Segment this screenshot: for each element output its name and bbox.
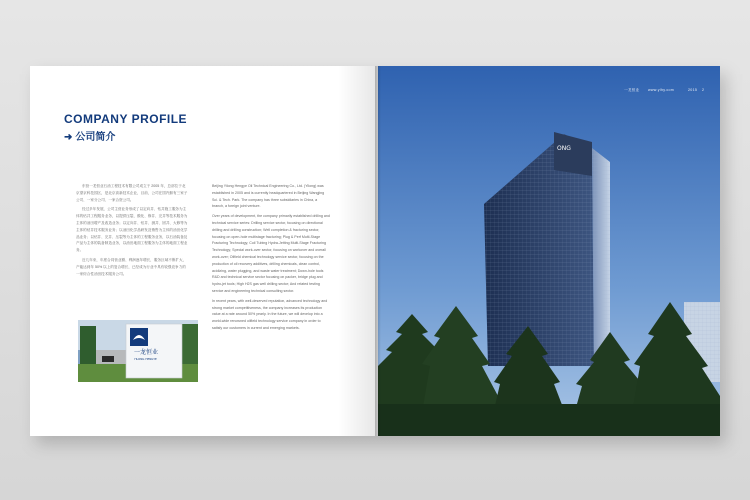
header-website: www.ylhy.com [648,88,675,92]
office-tower-photo [378,66,720,436]
open-brochure [30,66,720,436]
sign-text: 一龙恒业 [134,349,159,356]
header-page-number: 2 [702,88,705,92]
sign-photo-graphic [78,320,198,382]
en-paragraph: Beijing Yilong Hengye Oil Technical Engineering Co., Ltd. (Yilong) was established in 2005 and is currently headquartered in Beijing Wangjing Sci. & Tech. Park. The company has three subsidiaries in China, a branch, a foreign joint venture. [212,184,325,209]
en-paragraph: Over years of development, the company primarily established drilling and technical service series: Drilling service sector, focusing on directional drilling and drilling construction; Well completion & fracturing sector, focusing on open-hole multistage fracturing; Plug & Perf Multi-Stage Fracturing Technology; Coil Tubing Hydra-Jetting Multi-Stage Fracturing Technology; Special work-over sector, focusing on workover and overall work-over; Oilfield chemical technology service sector, focusing on the production of oil recovery additives, drilling chemicals, clean control, acidizing, water plugging, and waste water treatment; Down-hole tools R&D and technical service sector focusing on packer, bridge plug and hydro-jet tools; High H2S gas well drilling sector; And related testing service and engineering technical consulting sector. [212,214,330,293]
page-title-en: COMPANY PROFILE [64,112,188,126]
page-title-cn [64,128,115,143]
cn-paragraph: 经过多年发展，公司主营业务形成了以定向井、钻井施工服务为主体的钻井工程服务业务，以提供压裂、酸化、修井、完井等技术服务为主体的油田增产及改造业务；以定向井、钻井、测井、固井、大修等为主体的钻井技术服务业务；以油田化学品研发及销售为主体的油田化学品业务；以钻井、完井、压裂等为主体的工程服务业务，以石油装备及产品为主体的装备制造业务，以油田地面工程服务为主体的地面工程业务。 [76,207,188,253]
right-page-photo [378,66,720,436]
left-gutter-shading [338,66,378,436]
en-paragraph: In recent years, with well-deserved reputation, advanced technology and strong market competitiveness, the company increases its production value at a rate around 50% yearly. In the future, we will develop into a world-wide renowned oilfield technology service company in order to satisfy our customers in current and emerging markets. [212,298,328,330]
arrow-right-icon: ➜ [64,132,73,143]
page-title-cn-text: 公司简介 [75,132,116,143]
header-brand: 一龙恒业 [624,88,640,92]
book-spine [375,66,381,436]
company-sign-photo [78,320,198,382]
building-sign: ONG [557,145,571,152]
cn-paragraph: 近几年来，年度合同营业额、利润逐年增长，服务区域不断扩大，产能达到年 50% 以上的复合增长，已经成为行业中具有较强竞争力的一家综合性油田技术服务公司。 [76,257,187,276]
left-page [30,66,378,436]
cn-paragraph: 东营一龙恒业石油工程技术有限公司成立于 2005 年，总部位于北京望京科技园区，是北京高新技术企业，目前，公司在国内拥有三家子公司、一家分公司、一家合资公司。 [76,184,188,202]
english-text-column [212,183,330,335]
chinese-text-column [76,183,188,280]
sign-subtext: YILONG HENGYE [134,357,157,361]
header-year: 2015 [688,88,698,92]
